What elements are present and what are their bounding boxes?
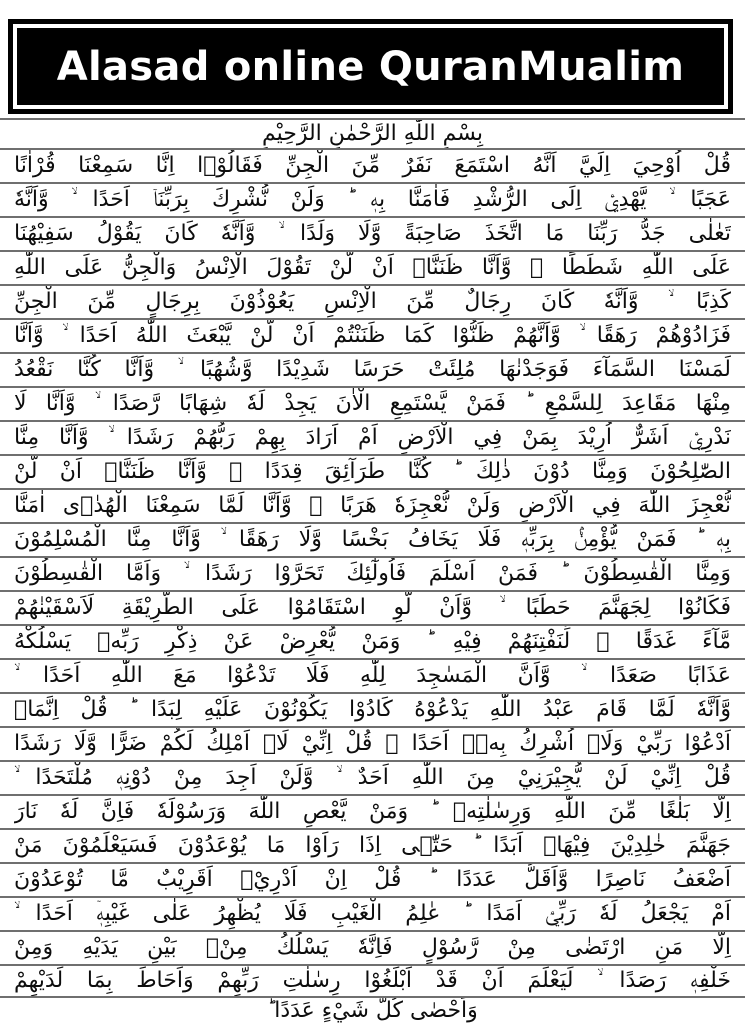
verse-line-text: عَذَابًا صَعَدًا ۙ وَّاَنَّ الْمَسٰجِدَ لِلّٰهِ فَلَا تَدْعُوْا مَعَ اللّٰهِ اَحَدًا ۙ [14,663,731,688]
verse-line [0,490,745,524]
verse-line-text: فَكَانُوْا لِجَهَنَّمَ حَطَبًا ۙ وَّاَنْ لَّوِ اسْتَقَامُوْا عَلَى الطَّرِيْقَةِ لَاَسْقَيْنٰهُمْ [14,595,731,620]
verse-line-text: عَلَى اللّٰهِ شَطَطًا ۙ وَّاَنَّا ظَنَنَّاۤ اَنْ لَّنْ تَقُوْلَ الْاِنْسُ وَالْجِنُّ عَلَى اللّٰهِ [14,255,731,280]
verse-line [0,762,745,796]
verse-line-text: اَضْعَفُ نَاصِرًا وَّاَقَلُّ عَدَدًا ؕ قُلْ اِنْ اَدْرِيْۤ اَقَرِيْبٌ مَّا تُوْعَدُوْنَ [14,867,731,892]
verse-line-text: فَزَادُوْهُمْ رَهَقًا ۙ وَّاَنَّهُمْ ظَنُّوْا كَمَا ظَنَنْتُمْ اَنْ لَّنْ يَّبْعَثَ اللّٰهُ اَحَدًا ۙ وَّاَنَّا [14,323,731,348]
verse-line-text: قُلْ اِنِّيْ لَنْ يُّجِيْرَنِيْ مِنَ اللّٰهِ اَحَدٌ ۙ وَّلَنْ اَجِدَ مِنْ دُوْنِهٖ مُلْتَحَدًا ۙ [14,765,731,790]
verse-line-text: اِلَّا مَنِ ارْتَضٰى مِنْ رَّسُوْلٍ فَاِنَّهٗ يَسْلُكُ مِنْۢ بَيْنِ يَدَيْهِ وَمِنْ [14,935,731,960]
verse-line [0,694,745,728]
verse-line [0,898,745,932]
verse-line-text: اِلَّا بَلٰغًا مِّنَ اللّٰهِ وَرِسٰلٰتِهٖ ؕ وَمَنْ يَّعْصِ اللّٰهَ وَرَسُوْلَهٗ فَاِنَّ لَهٗ نَارَ [14,799,731,824]
verse-line [0,286,745,320]
verse-line-text: لَمَسْنَا السَّمَآءَ فَوَجَدْنٰهَا مُلِئَتْ حَرَسًا شَدِيْدًا وَّشُهُبًا ۙ وَّاَنَّا كُنَّا نَقْعُدُ [14,357,731,382]
verse-line-text: جَهَنَّمَ خٰلِدِيْنَ فِيْهَاۤ اَبَدًا ؕ حَتّٰۤى اِذَا رَاَوْا مَا يُوْعَدُوْنَ فَسَيَعْلَمُوْنَ مَنْ [14,833,731,858]
verse-line-text: نَدْرِيْۤ اَشَرٌّ اُرِيْدَ بِمَنْ فِي الْاَرْضِ اَمْ اَرَادَ بِهِمْ رَبُّهُمْ رَشَدًا ۙ وَّاَنَّا مِنَّا [14,425,731,450]
verse-line-text: عَجَبًا ۙ يَّهْدِيْۤ اِلَى الرُّشْدِ فَاٰمَنَّا بِهٖ ؕ وَلَنْ نُّشْرِكَ بِرَبِّنَاۤ اَحَدًا ۙ وَّاَنَّهٗ [14,187,731,212]
verse-line [0,184,745,218]
verse-line [0,456,745,490]
verse-line [0,796,745,830]
verse-line-text: بِهٖ ؕ فَمَنْ يُّؤْمِنْۢ بِرَبِّهٖ فَلَا يَخَافُ بَخْسًا وَّلَا رَهَقًا ۙ وَّاَنَّا مِنَّا الْمُسْلِمُوْنَ [14,527,731,552]
verse-line [0,932,745,966]
verse-line [0,388,745,422]
verse-line [0,320,745,354]
verse-line-text: قُلْ اُوْحِيَ اِلَيَّ اَنَّهُ اسْتَمَعَ نَفَرٌ مِّنَ الْجِنِّ فَقَالُوْۤا اِنَّا سَمِعْنَا قُرْاٰنًا [14,153,731,178]
verse-line-text: اَمْ يَجْعَلُ لَهٗ رَبِّيْۤ اَمَدًا ؕ عٰلِمُ الْغَيْبِ فَلَا يُظْهِرُ عَلٰى غَيْبِهٖۤ اَحَدًا ۙ [14,901,731,926]
verse-line-text: مَّآءً غَدَقًا ۙ لِّنَفْتِنَهُمْ فِيْهِ ؕ وَمَنْ يُّعْرِضْ عَنْ ذِكْرِ رَبِّهٖ يَسْلُكْهُ [14,629,731,654]
verse-line-text: مِنْهَا مَقَاعِدَ لِلسَّمْعِ ؕ فَمَنْ يَّسْتَمِعِ الْاٰنَ يَجِدْ لَهٗ شِهَابًا رَّصَدًا ۙ وَّاَنَّا لَا [14,391,731,416]
verse-line [0,252,745,286]
verse-line [0,150,745,184]
verse-line-text: اَدْعُوْا رَبِّيْ وَلَاۤ اُشْرِكُ بِهٖۤ اَحَدًا ۙ قُلْ اِنِّيْ لَاۤ اَمْلِكُ لَكُمْ ضَرًّا وَّلَا رَشَدًا [14,731,731,756]
verse-line-text: كَذِبًا ۙ وَّاَنَّهٗ كَانَ رِجَالٌ مِّنَ الْاِنْسِ يَعُوْذُوْنَ بِرِجَالٍ مِّنَ الْجِنِّ [14,289,731,314]
quran-page [0,118,745,1024]
page-title: Alasad online QuranMualim [17,28,724,105]
verse-line-text: وَّاَنَّهٗ لَمَّا قَامَ عَبْدُ اللّٰهِ يَدْعُوْهُ كَادُوْا يَكُوْنُوْنَ عَلَيْهِ لِبَدًا ؕ قُلْ اِنَّمَاۤ [14,697,731,722]
verse-line [0,558,745,592]
verse-line [0,524,745,558]
verse-line [0,626,745,660]
basmala-text: بِسْمِ اللّٰهِ الرَّحْمٰنِ الرَّحِيْمِ [261,121,484,146]
verse-line [0,728,745,762]
verse-line-text: وَمِنَّا الْقٰسِطُوْنَ ؕ فَمَنْ اَسْلَمَ فَاُولٰٓئِكَ تَحَرَّوْا رَشَدًا ۙ وَاَمَّا الْقٰسِطُوْنَ [14,561,731,586]
verse-line [0,218,745,252]
verse-line [0,354,745,388]
verse-line-text: خَلْفِهٖ رَصَدًا ۙ لِّيَعْلَمَ اَنْ قَدْ اَبْلَغُوْا رِسٰلٰتِ رَبِّهِمْ وَاَحَاطَ بِمَا لَدَيْهِمْ [14,968,731,993]
basmala-line [0,120,745,150]
verse-line-text: وَاَحْصٰى كُلَّ شَيْءٍ عَدَدًا ؕ [267,998,478,1023]
verse-line-last [0,998,745,1024]
verse-line [0,422,745,456]
verse-line [0,966,745,998]
verse-line-text: نُّعْجِزَ اللّٰهَ فِي الْاَرْضِ وَلَنْ نُّعْجِزَهٗ هَرَبًا ۙ وَّاَنَّا لَمَّا سَمِعْنَا الْهُدٰۤى اٰمَنَّا [14,493,731,518]
verse-line-text: تَعٰلٰى جَدُّ رَبِّنَا مَا اتَّخَذَ صَاحِبَةً وَّلَا وَلَدًا ۙ وَّاَنَّهٗ كَانَ يَقُوْلُ سَفِيْهُنَا [14,221,731,246]
verse-line-text: الصّٰلِحُوْنَ وَمِنَّا دُوْنَ ذٰلِكَ ؕ كُنَّا طَرَآئِقَ قِدَدًا ۙ وَّاَنَّا ظَنَنَّاۤ اَنْ لَّنْ [14,459,731,484]
verse-line [0,830,745,864]
verse-line [0,660,745,694]
header-banner [8,19,733,114]
verse-line [0,864,745,898]
verse-line [0,592,745,626]
